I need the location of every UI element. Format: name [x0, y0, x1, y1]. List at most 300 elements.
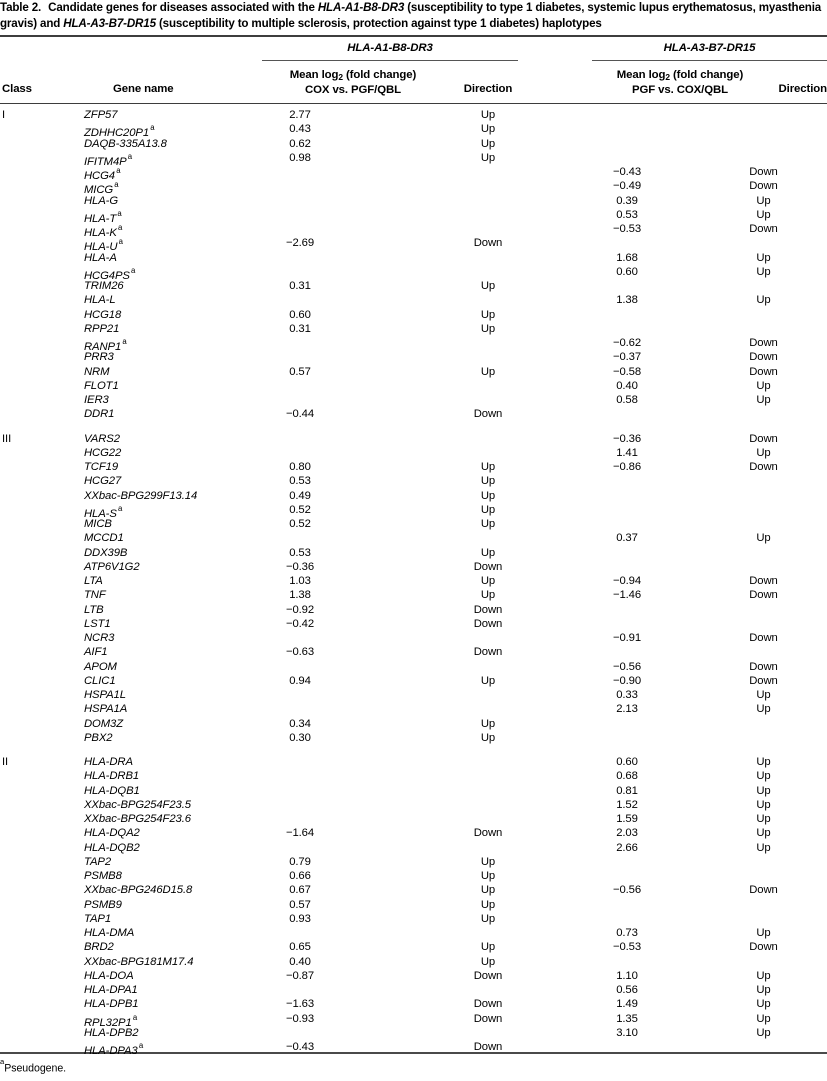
table-row	[0, 755, 827, 769]
gene-label: HLA-A	[84, 251, 117, 264]
cell-gene-name	[84, 798, 264, 812]
column-header-mean-b-line2: PGF vs. COX/QBL	[632, 83, 728, 96]
cell-direction-a: Up	[480, 280, 496, 292]
gene-label: AIF1	[84, 646, 108, 659]
cell-mean-log2-a: 0.62	[289, 137, 311, 150]
cell-gene-name	[84, 855, 264, 869]
cell-mean-log2-b: 3.10	[616, 1026, 638, 1039]
cell-mean-log2-b: 1.41	[616, 446, 638, 459]
cell-direction-a: Down	[473, 1041, 503, 1053]
cell-mean-log2-a: 0.57	[289, 898, 311, 911]
cell-mean-log2-b: 2.66	[616, 841, 638, 854]
cell-direction-b: Down	[749, 674, 778, 687]
cell-mean-log2-a: 0.49	[289, 489, 311, 502]
footnote-marker: a	[0, 1057, 5, 1066]
cell-mean-log2-b: −0.49	[612, 180, 642, 193]
cell-direction-a: Down	[473, 408, 503, 421]
cell-mean-log2-b: 2.03	[616, 827, 638, 840]
table-row	[0, 645, 827, 659]
table-body	[0, 108, 827, 1057]
gene-label: ATP6V1G2	[84, 560, 140, 573]
cell-direction-b: Up	[756, 998, 771, 1011]
cell-mean-log2-b: −0.43	[612, 166, 642, 178]
table-row	[0, 574, 827, 588]
mean-log-text: Mean log	[289, 69, 339, 81]
table-row	[0, 446, 827, 460]
gene-label: HLA-DPA3	[84, 1044, 138, 1057]
pseudogene-marker: a	[117, 223, 123, 232]
cell-mean-log2-b: 1.38	[616, 294, 638, 307]
cell-direction-b: Up	[756, 689, 771, 701]
gene-label: RANP1	[84, 340, 122, 353]
cell-direction-a: Down	[473, 646, 503, 659]
cell-gene-name	[84, 883, 264, 897]
cell-gene-name	[84, 1026, 264, 1040]
cell-direction-b: Up	[756, 784, 771, 797]
pseudogene-marker: a	[132, 1012, 138, 1022]
gene-label: XXbac-BPG254F23.6	[84, 813, 191, 825]
table-row	[0, 517, 827, 531]
gene-label: DDR1	[84, 408, 115, 421]
table-row	[0, 955, 827, 969]
cell-mean-log2-a: 0.93	[289, 912, 311, 925]
cell-gene-name	[84, 446, 264, 460]
cell-class: II	[2, 756, 9, 768]
table-row	[0, 560, 827, 574]
cell-mean-log2-b: 1.52	[616, 798, 638, 811]
table-caption-haplotype-2: HLA-A3-B7-DR15	[63, 17, 156, 31]
cell-direction-a: Down	[473, 237, 503, 250]
gene-label: HCG4PS	[84, 269, 130, 282]
gene-label: BRD2	[84, 941, 114, 954]
cell-gene-name	[84, 531, 264, 545]
table-row	[0, 1026, 827, 1040]
cell-direction-b: Down	[749, 365, 778, 378]
cell-mean-log2-a: 0.94	[289, 674, 311, 687]
table-row	[0, 265, 827, 282]
cell-direction-b: Up	[756, 194, 771, 207]
gene-label: HLA-DPB1	[84, 998, 139, 1011]
cell-direction-b: Up	[756, 756, 771, 768]
gene-label: DAQB-335A13.8	[84, 137, 167, 150]
cell-mean-log2-b: −0.62	[612, 337, 642, 349]
table-row	[0, 489, 827, 503]
cell-direction-b: Down	[749, 941, 778, 954]
table-row	[0, 983, 827, 997]
cell-gene-name	[84, 489, 264, 503]
cell-gene-name	[84, 660, 264, 674]
pseudogene-marker: a	[117, 503, 123, 513]
table-row	[0, 997, 827, 1011]
table-row	[0, 940, 827, 954]
cell-direction-b: Down	[749, 632, 778, 644]
cell-direction-a: Up	[480, 575, 496, 587]
gene-label: APOM	[84, 660, 117, 673]
gene-label: MCCD1	[84, 532, 124, 545]
cell-mean-log2-a: 0.80	[289, 461, 311, 473]
cell-mean-log2-a: 2.77	[289, 109, 311, 121]
cell-direction-a: Up	[480, 475, 496, 488]
cell-mean-log2-a: −1.63	[285, 998, 315, 1011]
cell-direction-a: Up	[480, 365, 496, 378]
gene-label: HLA-DRB1	[84, 770, 140, 783]
table-row	[0, 432, 827, 446]
cell-gene-name	[84, 137, 264, 151]
table-row	[0, 784, 827, 798]
cell-direction-b: Up	[756, 813, 771, 825]
cell-gene-name	[84, 955, 264, 969]
cell-direction-b: Down	[749, 461, 778, 473]
table-row	[0, 251, 827, 265]
table-row	[0, 222, 827, 239]
table-row	[0, 365, 827, 379]
cell-direction-a: Up	[480, 912, 496, 925]
log-base-subscript: 2	[338, 72, 343, 82]
column-header-class: Class	[2, 83, 32, 95]
cell-gene-name	[84, 379, 264, 393]
cell-direction-b: Up	[756, 294, 771, 307]
cell-direction-a: Up	[480, 884, 496, 897]
table-row	[0, 826, 827, 840]
cell-mean-log2-b: 0.39	[616, 194, 638, 207]
cell-mean-log2-a: −0.93	[285, 1012, 315, 1025]
gene-label: HLA-DQA2	[84, 827, 140, 840]
cell-mean-log2-a: 1.03	[289, 575, 311, 587]
cell-mean-log2-b: 2.13	[616, 703, 638, 716]
table-row	[0, 588, 827, 602]
table-row	[0, 546, 827, 560]
cell-mean-log2-b: −0.56	[612, 660, 642, 673]
cell-mean-log2-a: 0.65	[289, 941, 311, 954]
cell-mean-log2-a: −0.87	[285, 969, 315, 982]
table-row	[0, 855, 827, 869]
cell-gene-name	[84, 826, 264, 840]
table-row	[0, 912, 827, 926]
table-row	[0, 165, 827, 182]
gene-label: HCG18	[84, 308, 122, 321]
gene-label: ZFP57	[84, 109, 118, 121]
gene-label: IFITM4P	[84, 155, 127, 168]
cell-mean-log2-a: 0.31	[289, 322, 311, 335]
cell-direction-a: Up	[480, 137, 496, 150]
gene-label: HLA-U	[84, 241, 118, 254]
cell-mean-log2-a: 0.57	[289, 365, 311, 378]
table-row	[0, 674, 827, 688]
cell-direction-b: Down	[749, 884, 778, 897]
pseudogene-marker: a	[127, 151, 133, 161]
gene-label: HLA-DQB1	[84, 784, 140, 797]
cell-gene-name	[84, 194, 264, 208]
cell-gene-name	[84, 869, 264, 883]
cell-direction-b: Up	[756, 446, 771, 459]
cell-mean-log2-b: 0.73	[616, 927, 638, 939]
gene-label: XXbac-BPG299F13.14	[84, 489, 198, 502]
cell-mean-log2-b: −0.37	[612, 351, 642, 364]
column-header-gene-name: Gene name	[113, 83, 174, 95]
gene-label: TAP2	[84, 855, 112, 868]
table-row	[0, 731, 827, 745]
cell-mean-log2-b: −0.56	[612, 884, 642, 897]
table-row	[0, 841, 827, 855]
cell-direction-b: Down	[749, 432, 778, 445]
cell-mean-log2-a: 0.53	[289, 546, 311, 559]
cell-mean-log2-a: 0.66	[289, 870, 311, 882]
gene-label: HLA-DPA1	[84, 984, 138, 996]
table-top-rule	[0, 35, 827, 37]
cell-mean-log2-b: −0.53	[612, 223, 642, 235]
cell-direction-a: Up	[480, 546, 496, 559]
cell-mean-log2-a: 0.30	[289, 731, 311, 744]
cell-direction-a: Up	[480, 731, 496, 744]
cell-mean-log2-a: 0.67	[289, 884, 311, 897]
cell-direction-b: Up	[756, 251, 771, 264]
gene-label: HLA-DQB2	[84, 841, 140, 854]
cell-gene-name	[84, 898, 264, 912]
cell-mean-log2-a: −0.92	[285, 603, 315, 616]
table-caption-line2-pre: myasthenia gravis) and	[0, 1, 822, 31]
gene-label: PSMB9	[84, 898, 122, 911]
table-row	[0, 1040, 827, 1057]
gene-label: HCG27	[84, 475, 122, 488]
gene-label: HSPA1L	[84, 689, 126, 701]
table-row	[0, 322, 827, 336]
cell-direction-a: Up	[480, 503, 496, 516]
cell-direction-b: Up	[756, 984, 771, 996]
gene-label: TCF19	[84, 461, 119, 473]
pseudogene-marker: a	[114, 180, 119, 190]
cell-mean-log2-b: 1.59	[616, 813, 638, 825]
cell-mean-log2-a: 0.52	[289, 503, 311, 516]
gene-label: HLA-DOA	[84, 969, 134, 982]
table-row	[0, 336, 827, 353]
cell-gene-name	[84, 279, 264, 293]
cell-gene-name	[84, 432, 264, 446]
table-row	[0, 812, 827, 826]
pseudogene-marker: a	[131, 265, 136, 275]
table-row	[0, 208, 827, 225]
cell-direction-a: Up	[480, 674, 496, 687]
cell-mean-log2-a: −0.43	[285, 1041, 315, 1053]
cell-direction-b: Down	[749, 589, 778, 602]
cell-mean-log2-b: −0.58	[612, 365, 642, 378]
cell-direction-a: Up	[480, 941, 496, 954]
cell-gene-name	[84, 997, 264, 1011]
cell-gene-name	[84, 617, 264, 631]
fold-change-text: (fold change)	[342, 69, 417, 81]
gene-label: HLA-DPB2	[84, 1026, 139, 1039]
table-row	[0, 137, 827, 151]
gene-label: TRIM26	[84, 280, 124, 292]
gene-label: HCG22	[84, 446, 122, 459]
table-row	[0, 151, 827, 168]
fold-change-text-b: (fold change)	[669, 69, 744, 81]
table-row	[0, 122, 827, 140]
table-caption	[0, 0, 827, 33]
cell-direction-a: Down	[473, 1012, 503, 1025]
cell-direction-b: Up	[756, 532, 771, 545]
cell-gene-name	[84, 393, 264, 407]
cell-gene-name	[84, 940, 264, 954]
cell-gene-name	[84, 603, 264, 617]
cell-class: III	[2, 432, 12, 445]
cell-mean-log2-a: 0.98	[289, 151, 311, 164]
cell-gene-name	[84, 407, 264, 421]
cell-direction-a: Down	[473, 617, 503, 630]
cell-gene-name	[84, 769, 264, 783]
cell-gene-name	[84, 588, 264, 602]
table-footnote	[0, 1057, 67, 1075]
cell-direction-b: Down	[749, 660, 778, 673]
cell-direction-b: Up	[756, 969, 771, 982]
table-row	[0, 769, 827, 783]
cell-mean-log2-b: 0.56	[616, 984, 638, 996]
table-row	[0, 631, 827, 645]
gene-label: IER3	[84, 394, 109, 406]
pseudogene-marker: a	[138, 1041, 144, 1050]
cell-gene-name	[84, 702, 264, 716]
cell-direction-a: Down	[473, 560, 503, 573]
table-row	[0, 279, 827, 293]
gene-label: HLA-G	[84, 194, 119, 207]
table-caption-haplotype-1: HLA-A1-B8-DR3	[317, 1, 405, 14]
cell-direction-a: Up	[480, 308, 496, 321]
gene-label: LST1	[84, 617, 111, 630]
table-row	[0, 350, 827, 364]
cell-gene-name	[84, 1040, 264, 1058]
cell-gene-name	[84, 546, 264, 560]
cell-direction-b: Up	[756, 394, 771, 406]
table-header-rule	[0, 103, 827, 104]
mean-log-text-b: Mean log	[616, 69, 666, 81]
table-row	[0, 379, 827, 393]
gene-label: NRM	[84, 365, 110, 378]
cell-gene-name	[84, 350, 264, 364]
cell-mean-log2-a: 0.52	[289, 518, 311, 530]
cell-direction-a: Up	[480, 123, 496, 136]
table-caption-line1-mid: (susceptibility to type 1 diabetes, systemic lupus erythematosus,	[404, 1, 756, 14]
cell-direction-b: Down	[749, 351, 778, 364]
table-row	[0, 969, 827, 983]
gene-label: LTB	[84, 603, 104, 616]
cell-direction-a: Up	[480, 518, 496, 530]
cell-mean-log2-a: 0.79	[289, 855, 311, 868]
table-caption-line1-pre: Candidate genes for diseases associated with the	[48, 1, 318, 14]
cell-direction-a: Down	[473, 969, 503, 982]
cell-mean-log2-b: −1.46	[612, 589, 642, 602]
gene-label: XXbac-BPG254F23.5	[84, 798, 191, 811]
cell-gene-name	[84, 674, 264, 688]
cell-direction-a: Up	[480, 322, 496, 335]
cell-direction-a: Up	[480, 955, 496, 968]
gene-label: ZDHHC20P1	[84, 127, 150, 140]
cell-direction-b: Down	[749, 166, 778, 178]
gene-label: HLA-DRA	[84, 756, 133, 768]
cell-class: I	[2, 109, 6, 121]
gene-label: HCG4	[84, 169, 115, 182]
gene-label: XXbac-BPG181M17.4	[84, 955, 194, 968]
cell-mean-log2-b: 0.81	[616, 784, 638, 797]
table-row	[0, 926, 827, 940]
table-row	[0, 393, 827, 407]
gene-label: TAP1	[84, 912, 112, 925]
cell-mean-log2-a: −0.63	[285, 646, 315, 659]
gene-label: RPP21	[84, 322, 120, 335]
table-caption-line2-post: (susceptibility to multiple sclerosis, protection against type 1 diabetes) haplotypes	[155, 17, 602, 31]
table-row	[0, 717, 827, 731]
cell-mean-log2-b: 0.60	[616, 265, 638, 278]
cell-direction-b: Down	[749, 180, 778, 193]
pseudogene-marker: a	[116, 166, 121, 175]
cell-direction-b: Down	[749, 575, 778, 587]
cell-gene-name	[84, 322, 264, 336]
cell-gene-name	[84, 688, 264, 702]
cell-mean-log2-a: 0.40	[289, 955, 311, 968]
cell-gene-name	[84, 474, 264, 488]
cell-direction-a: Down	[473, 827, 503, 840]
cell-direction-b: Down	[749, 223, 778, 235]
table-row	[0, 1012, 827, 1029]
cell-mean-log2-b: 1.35	[616, 1012, 638, 1025]
gene-label: HLA-DMA	[84, 927, 135, 939]
cell-mean-log2-a: 0.60	[289, 308, 311, 321]
table-row	[0, 474, 827, 488]
cell-mean-log2-b: −0.94	[612, 575, 642, 587]
cell-direction-a: Up	[480, 589, 496, 602]
table-row	[0, 308, 827, 322]
gene-label: FLOT1	[84, 379, 119, 392]
cell-direction-a: Up	[480, 855, 496, 868]
cell-mean-log2-b: −0.36	[612, 432, 642, 445]
column-group-header-a: HLA-A1-B8-DR3	[347, 42, 433, 54]
cell-direction-b: Up	[756, 703, 771, 716]
group-a-underline	[262, 60, 518, 61]
column-header-mean-a-line2: COX vs. PGF/QBL	[305, 83, 401, 96]
cell-gene-name	[84, 365, 264, 379]
gene-label: TNF	[84, 589, 106, 602]
table-row	[0, 531, 827, 545]
gene-label: DDX39B	[84, 546, 128, 559]
cell-gene-name	[84, 755, 264, 769]
table-row	[0, 898, 827, 912]
pseudogene-marker: a	[150, 123, 155, 133]
cell-direction-b: Up	[756, 208, 771, 221]
gene-label: HLA-L	[84, 294, 116, 307]
cell-gene-name	[84, 983, 264, 997]
cell-direction-a: Up	[480, 489, 496, 502]
table-row	[0, 869, 827, 883]
cell-gene-name	[84, 631, 264, 645]
cell-gene-name	[84, 460, 264, 474]
gene-label: MICB	[84, 518, 112, 530]
gene-label: VARS2	[84, 432, 120, 445]
gene-label: HSPA1A	[84, 703, 128, 716]
cell-direction-b: Up	[756, 827, 771, 840]
table-row	[0, 179, 827, 197]
cell-mean-log2-a: −1.64	[285, 827, 315, 840]
column-header-direction-b: Direction	[778, 83, 827, 95]
column-header-mean-a-line1	[290, 69, 416, 81]
table-caption-label: Table 2.	[0, 1, 42, 14]
cell-mean-log2-a: −0.44	[285, 408, 315, 421]
cell-gene-name	[84, 841, 264, 855]
gene-label: HLA-K	[84, 226, 117, 239]
cell-direction-a: Up	[480, 717, 496, 730]
gene-label: XXbac-BPG246D15.8	[84, 884, 193, 897]
cell-mean-log2-a: −2.69	[285, 237, 315, 250]
footnote-text: Pseudogene.	[4, 1062, 67, 1075]
gene-label: HLA-T	[84, 212, 117, 225]
table-row	[0, 702, 827, 716]
